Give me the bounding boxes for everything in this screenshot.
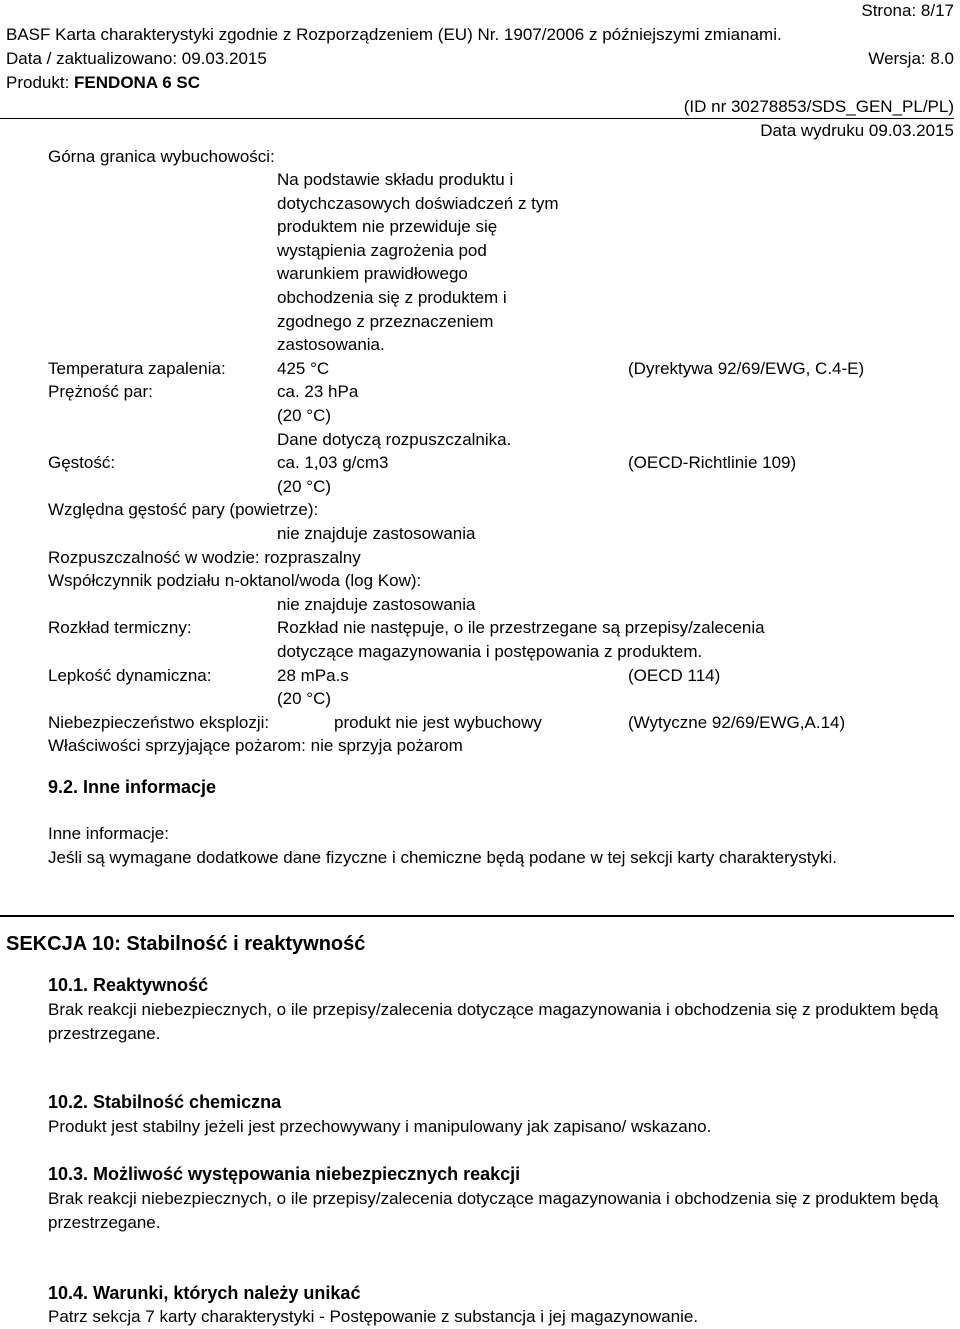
- vapour-pressure-note: Dane dotyczą rozpuszczalnika.: [277, 429, 512, 449]
- section-10-3-heading: 10.3. Możliwość występowania niebezpiecznych reakcji: [48, 1164, 521, 1184]
- viscosity-method: (OECD 114): [628, 665, 721, 685]
- explosion-hazard-label: Niebezpieczeństwo eksplozji:: [48, 712, 270, 732]
- explosion-hazard-value: produkt nie jest wybuchowy: [334, 712, 542, 732]
- product-name: FENDONA 6 SC: [74, 73, 200, 92]
- product-line: [6, 72, 200, 93]
- upper-explosion-line: dotychczasowych doświadczeń z tym: [277, 193, 559, 213]
- upper-explosion-line: zastosowania.: [277, 335, 385, 355]
- vapour-pressure-temp: (20 °C): [277, 406, 332, 425]
- upper-explosion-label: Górna granica wybuchowości:: [48, 147, 275, 166]
- explosion-hazard-method: (Wytyczne 92/69/EWG,A.14): [628, 712, 846, 732]
- section-9-2-heading: 9.2. Inne informacje: [48, 777, 217, 797]
- section-10-1-heading: 10.1. Reaktywność: [48, 975, 209, 995]
- fire-promoting-value: nie sprzyja pożarom: [310, 736, 463, 756]
- density-temp: (20 °C): [277, 476, 332, 496]
- vapour-pressure-label: Prężność par:: [48, 382, 153, 402]
- header-divider: [0, 118, 954, 119]
- document-title: BASF Karta charakterystyki zgodnie z Rozporządzeniem (EU) Nr. 1907/2006 z późniejszymi zmianami.: [6, 25, 782, 44]
- vapour-pressure-value: ca. 23 hPa: [277, 382, 359, 402]
- ignition-method: (Dyrektywa 92/69/EWG, C.4-E): [628, 358, 865, 378]
- print-date: Data wydruku 09.03.2015: [760, 121, 954, 140]
- section-10-2-text: Produkt jest stabilny jeżeli jest przechowywany i manipulowany jak zapisano/ wskazano.: [48, 1117, 712, 1136]
- thermal-decomposition-line: Rozkład nie następuje, o ile przestrzegane są przepisy/zalecenia: [277, 618, 765, 638]
- section-10-2-heading: 10.2. Stabilność chemiczna: [48, 1092, 282, 1112]
- upper-explosion-line: Na podstawie składu produktu i: [277, 170, 514, 189]
- thermal-decomposition-line: dotyczące magazynowania i postępowania z produktem.: [277, 642, 703, 661]
- document-id: (ID nr 30278853/SDS_GEN_PL/PL): [683, 97, 954, 116]
- upper-explosion-line: warunkiem prawidłowego: [277, 264, 468, 284]
- density-label: Gęstość:: [48, 453, 116, 473]
- ignition-label: Temperatura zapalenia:: [48, 358, 226, 378]
- version: Wersja: 8.0: [868, 49, 954, 68]
- product-label: Produkt:: [6, 73, 75, 92]
- density-value: ca. 1,03 g/cm3: [277, 453, 389, 473]
- section-10-3-text: Brak reakcji niebezpiecznych, o ile przepisy/zalecenia dotyczące magazynowania i obchodzenia się z produktem będą przestrzegane.: [48, 1189, 939, 1232]
- relative-vapour-density-value: nie znajduje zastosowania: [277, 524, 476, 543]
- relative-vapour-density-label: Względna gęstość pary (powietrze):: [48, 500, 319, 520]
- page-number: Strona: 8/17: [861, 1, 954, 20]
- section-10-4-text: Patrz sekcja 7 karty charakterystyki - Postępowanie z substancja i jej magazynowanie.: [48, 1307, 699, 1326]
- upper-explosion-line: obchodzenia się z produktem i: [277, 288, 507, 307]
- viscosity-value: 28 mPa.s: [277, 665, 349, 685]
- viscosity-temp: (20 °C): [277, 689, 332, 709]
- fire-promoting-line: [48, 734, 463, 758]
- section-10-heading: SEKCJA 10: Stabilność i reaktywność: [6, 933, 366, 955]
- partition-coefficient-label: Współczynnik podziału n-oktanol/woda (log Kow):: [48, 571, 422, 591]
- solubility-label: Rozpuszczalność w wodzie:: [48, 547, 260, 567]
- ignition-value: 425 °C: [277, 358, 330, 378]
- viscosity-label: Lepkość dynamiczna:: [48, 665, 212, 685]
- solubility-value: rozpraszalny: [264, 547, 361, 567]
- fire-promoting-label: Właściwości sprzyjające pożarom:: [48, 736, 306, 756]
- upper-explosion-line: wystąpienia zagrożenia pod: [277, 240, 487, 260]
- solubility-line: [48, 546, 361, 570]
- section-divider: [0, 915, 954, 917]
- other-info-text: Jeśli są wymagane dodatkowe dane fizyczne i chemiczne będą podane w tej sekcji karty charakterystyki.: [48, 848, 837, 867]
- section-10-1-text: Brak reakcji niebezpiecznych, o ile przepisy/zalecenia dotyczące magazynowania i obchodzenia się z produktem będą przestrzegane.: [48, 1000, 939, 1043]
- section-10-4-heading: 10.4. Warunki, których należy unikać: [48, 1283, 361, 1303]
- partition-coefficient-value: nie znajduje zastosowania: [277, 594, 476, 614]
- thermal-decomposition-label: Rozkład termiczny:: [48, 618, 192, 638]
- density-method: (OECD-Richtlinie 109): [628, 453, 797, 473]
- upper-explosion-line: zgodnego z przeznaczeniem: [277, 311, 494, 331]
- revision-date: Data / zaktualizowano: 09.03.2015: [6, 49, 267, 68]
- upper-explosion-line: produktem nie przewiduje się: [277, 217, 498, 237]
- other-info-label: Inne informacje:: [48, 824, 169, 843]
